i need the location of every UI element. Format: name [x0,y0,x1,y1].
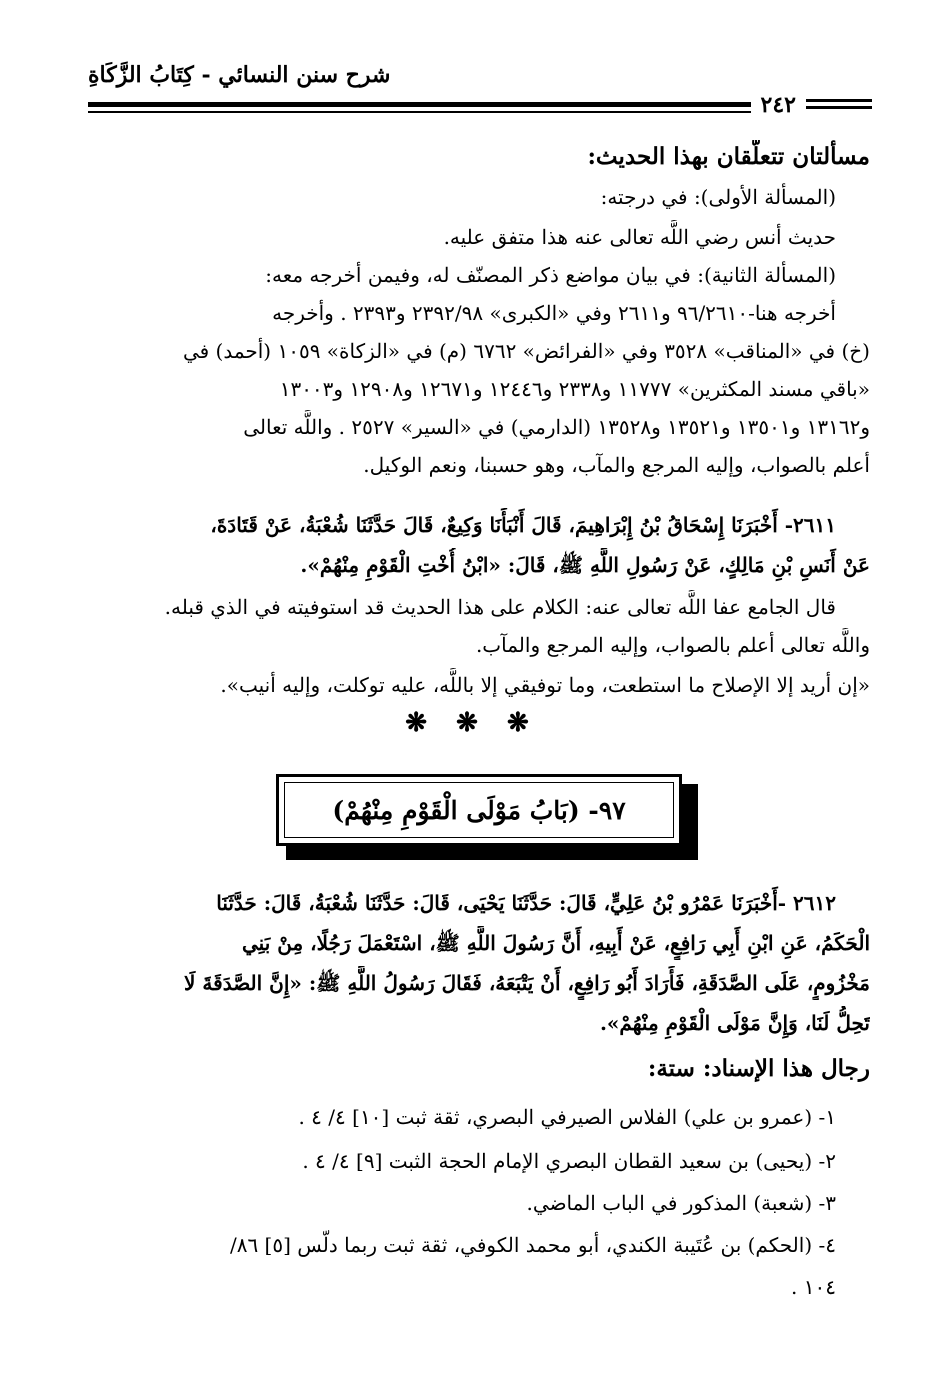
hadith-line: مَخْزُومٍ، عَلَى الصَّدَقَةِ، فَأَرَادَ أَبُو رَافِعٍ، أَنْ يَتْبَعَهُ، فَقَالَ رَسُولُ اللَّهِ ﷺ: «إِنَّ الصَّدَقَةَ لَا [184,971,870,995]
narrator-item: ٤- (الحكم) بن عُتَيبة الكندي، أبو محمد الكوفي، ثقة ثبت ربما دلّس [٥] ٨٦/ [229,1233,836,1257]
running-title: شرح سنن النسائي - كِتَابُ الزَّكَاةِ [88,62,391,88]
narrators-heading: رجال هذا الإسناد: ستة: [647,1055,870,1082]
paragraph-line: حديث أنس رضي اللَّه تعالى عنه هذا متفق عليه. [443,225,836,249]
narrator-item: ٢- (يحيى) بن سعيد القطان البصري الإمام الحجة الثبت [٩] ٤/ ٤ . [302,1149,836,1173]
issue-two-line: (المسألة الثانية): في بيان مواضع ذكر المصنّف له، وفيمن أخرجه معه: [265,263,836,287]
hadith-line: ٢٦١١- أَخْبَرَنَا إِسْحَاقُ بْنُ إِبْرَاهِيمَ، قَالَ أَنْبَأَنَا وَكِيعٌ، قَالَ حَدَّثَنَا شُعْبَةُ، عَنْ قَتَادَةَ، [210,513,836,537]
hadith-line: ٢٦١٢ -أَخْبَرَنَا عَمْرُو بْنُ عَلِيٍّ، قَالَ: حَدَّثَنَا يَحْيَى، قَالَ: حَدَّثَنَا شُعْبَةُ، قَالَ: حَدَّثَنَا [216,891,836,915]
paragraph-line: أخرجه هنا-٩٦/٢٦١٠ و٢٦١١ وفي «الكبرى» ٢٣٩٢/٩٨ و٢٣٩٣ . وأخرجه [272,301,836,325]
commentary-line: واللَّه تعالى أعلم بالصواب، وإليه المرجع والمآب. [475,633,870,657]
issue-one-line: (المسألة الأولى): في درجته: [600,185,836,209]
hadith-line: تَحِلُّ لَنَا، وَإِنَّ مَوْلَى الْقَوْمِ مِنْهُمْ». [599,1011,870,1035]
narrator-item-continuation: ١٠٤ . [791,1275,836,1299]
paragraph-line: و١٣١٦٢ و١٣٥٠١ و١٣٥٢١ و١٣٥٢٨ (الدارمي) في «السير» ٢٥٢٧ . واللَّه تعالى [243,415,870,439]
chapter-title-box [276,774,682,846]
page-number: ٢٤٢ [751,92,806,118]
hadith-line: الْحَكَمُ، عَنِ ابْنِ أَبِي رَافِعٍ، عَنْ أَبِيهِ، أَنَّ رَسُولَ اللَّهِ ﷺ، اسْتَعْمَلَ رَجُلًا، مِنْ بَنِي [242,931,870,955]
page-number-block [751,90,872,120]
narrator-item: ٣- (شعبة) المذكور في الباب الماضي. [526,1191,836,1215]
commentary-line: قال الجامع عفا اللَّه تعالى عنه: الكلام على هذا الحديث قد استوفيته في الذي قبله. [164,595,836,619]
hadith-line: عَنْ أَنَسِ بْنِ مَالِكٍ، عَنْ رَسُولِ اللَّهِ ﷺ، قَالَ: «ابْنُ أُخْتِ الْقَوْمِ مِنْهُمْ». [300,553,870,577]
paragraph-line: (خ) في «المناقب» ٣٥٢٨ وفي «الفرائض» ٦٧٦٢ (م) في «الزكاة» ١٠٥٩ (أحمد) في [182,339,870,363]
section-heading: مسألتان تتعلّقان بهذا الحديث: [587,143,870,170]
section-separator-stars: ❋ ❋ ❋ [405,708,539,738]
paragraph-line: «باقي مسند المكثرين» ١١٧٧٧ و٢٣٣٨ و١٢٤٤٦ و١٢٦٧١ و١٢٩٠٨ و١٣٠٠٣ [279,377,870,401]
page-number-lines [806,98,872,112]
commentary-line: «إن أريد إلا الإصلاح ما استطعت، وما توفيقي إلا باللَّه، عليه توكلت، وإليه أنيب». [220,673,870,697]
narrator-item: ١- (عمرو بن علي) الفلاس الصيرفي البصري، ثقة ثبت [١٠] ٤/ ٤ . [298,1105,836,1129]
chapter-title: ٩٧- (بَابُ مَوْلَى الْقَوْمِ مِنْهُمْ) [332,795,626,825]
paragraph-line: أعلم بالصواب، وإليه المرجع والمآب، وهو حسبنا، ونعم الوكيل. [363,453,870,477]
page-header [88,62,868,122]
